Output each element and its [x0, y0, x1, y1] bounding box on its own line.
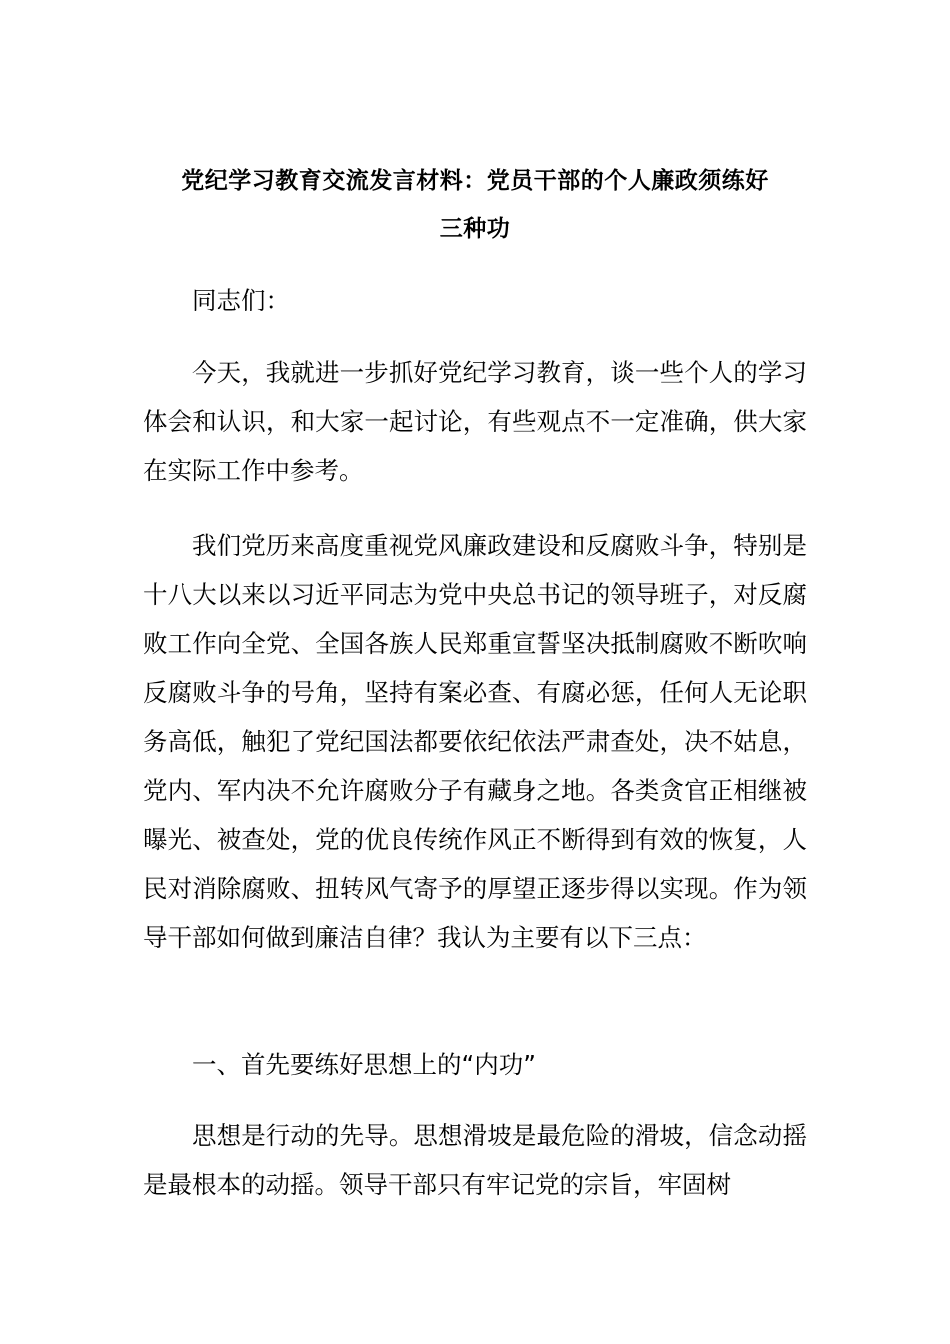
- intro-paragraph: 今天，我就进一步抓好党纪学习教育，谈一些个人的学习体会和认识，和大家一起讨论，有些观点不一定准确，供大家在实际工作中参考。: [143, 358, 807, 485]
- body-paragraph-1: 我们党历来高度重视党风廉政建设和反腐败斗争，特别是十八大以来以习近平同志为党中央总书记的领导班子，对反腐败工作向全党、全国各族人民郑重宣誓坚决抵制腐败不断吹响反腐败斗争的号角，坚持有案必查、有腐必惩，任何人无论职务高低，触犯了党纪国法都要依纪依法严肃查处，决不姑息，党内、军内决不允许腐败分子有藏身之地。各类贪官正相继被曝光、被查处，党的优良传统作风正不断得到有效的恢复，人民对消除腐败、扭转风气寄予的厚望正逐步得以实现。作为领导干部如何做到廉洁自律？我认为主要有以下三点：: [143, 531, 807, 952]
- section-heading-1: 一、首先要练好思想上的“内功”: [192, 1050, 536, 1079]
- body-paragraph-2: 思想是行动的先导。思想滑坡是最危险的滑坡，信念动摇是最根本的动摇。领导干部只有牢记党的宗旨，牢固树: [143, 1121, 807, 1199]
- document-title: [140, 157, 810, 253]
- title-line-2: 三种功: [439, 216, 511, 242]
- salutation-paragraph: 同志们：: [192, 286, 290, 315]
- title-line-1: 党纪学习教育交流发言材料：党员干部的个人廉政须练好: [181, 168, 769, 194]
